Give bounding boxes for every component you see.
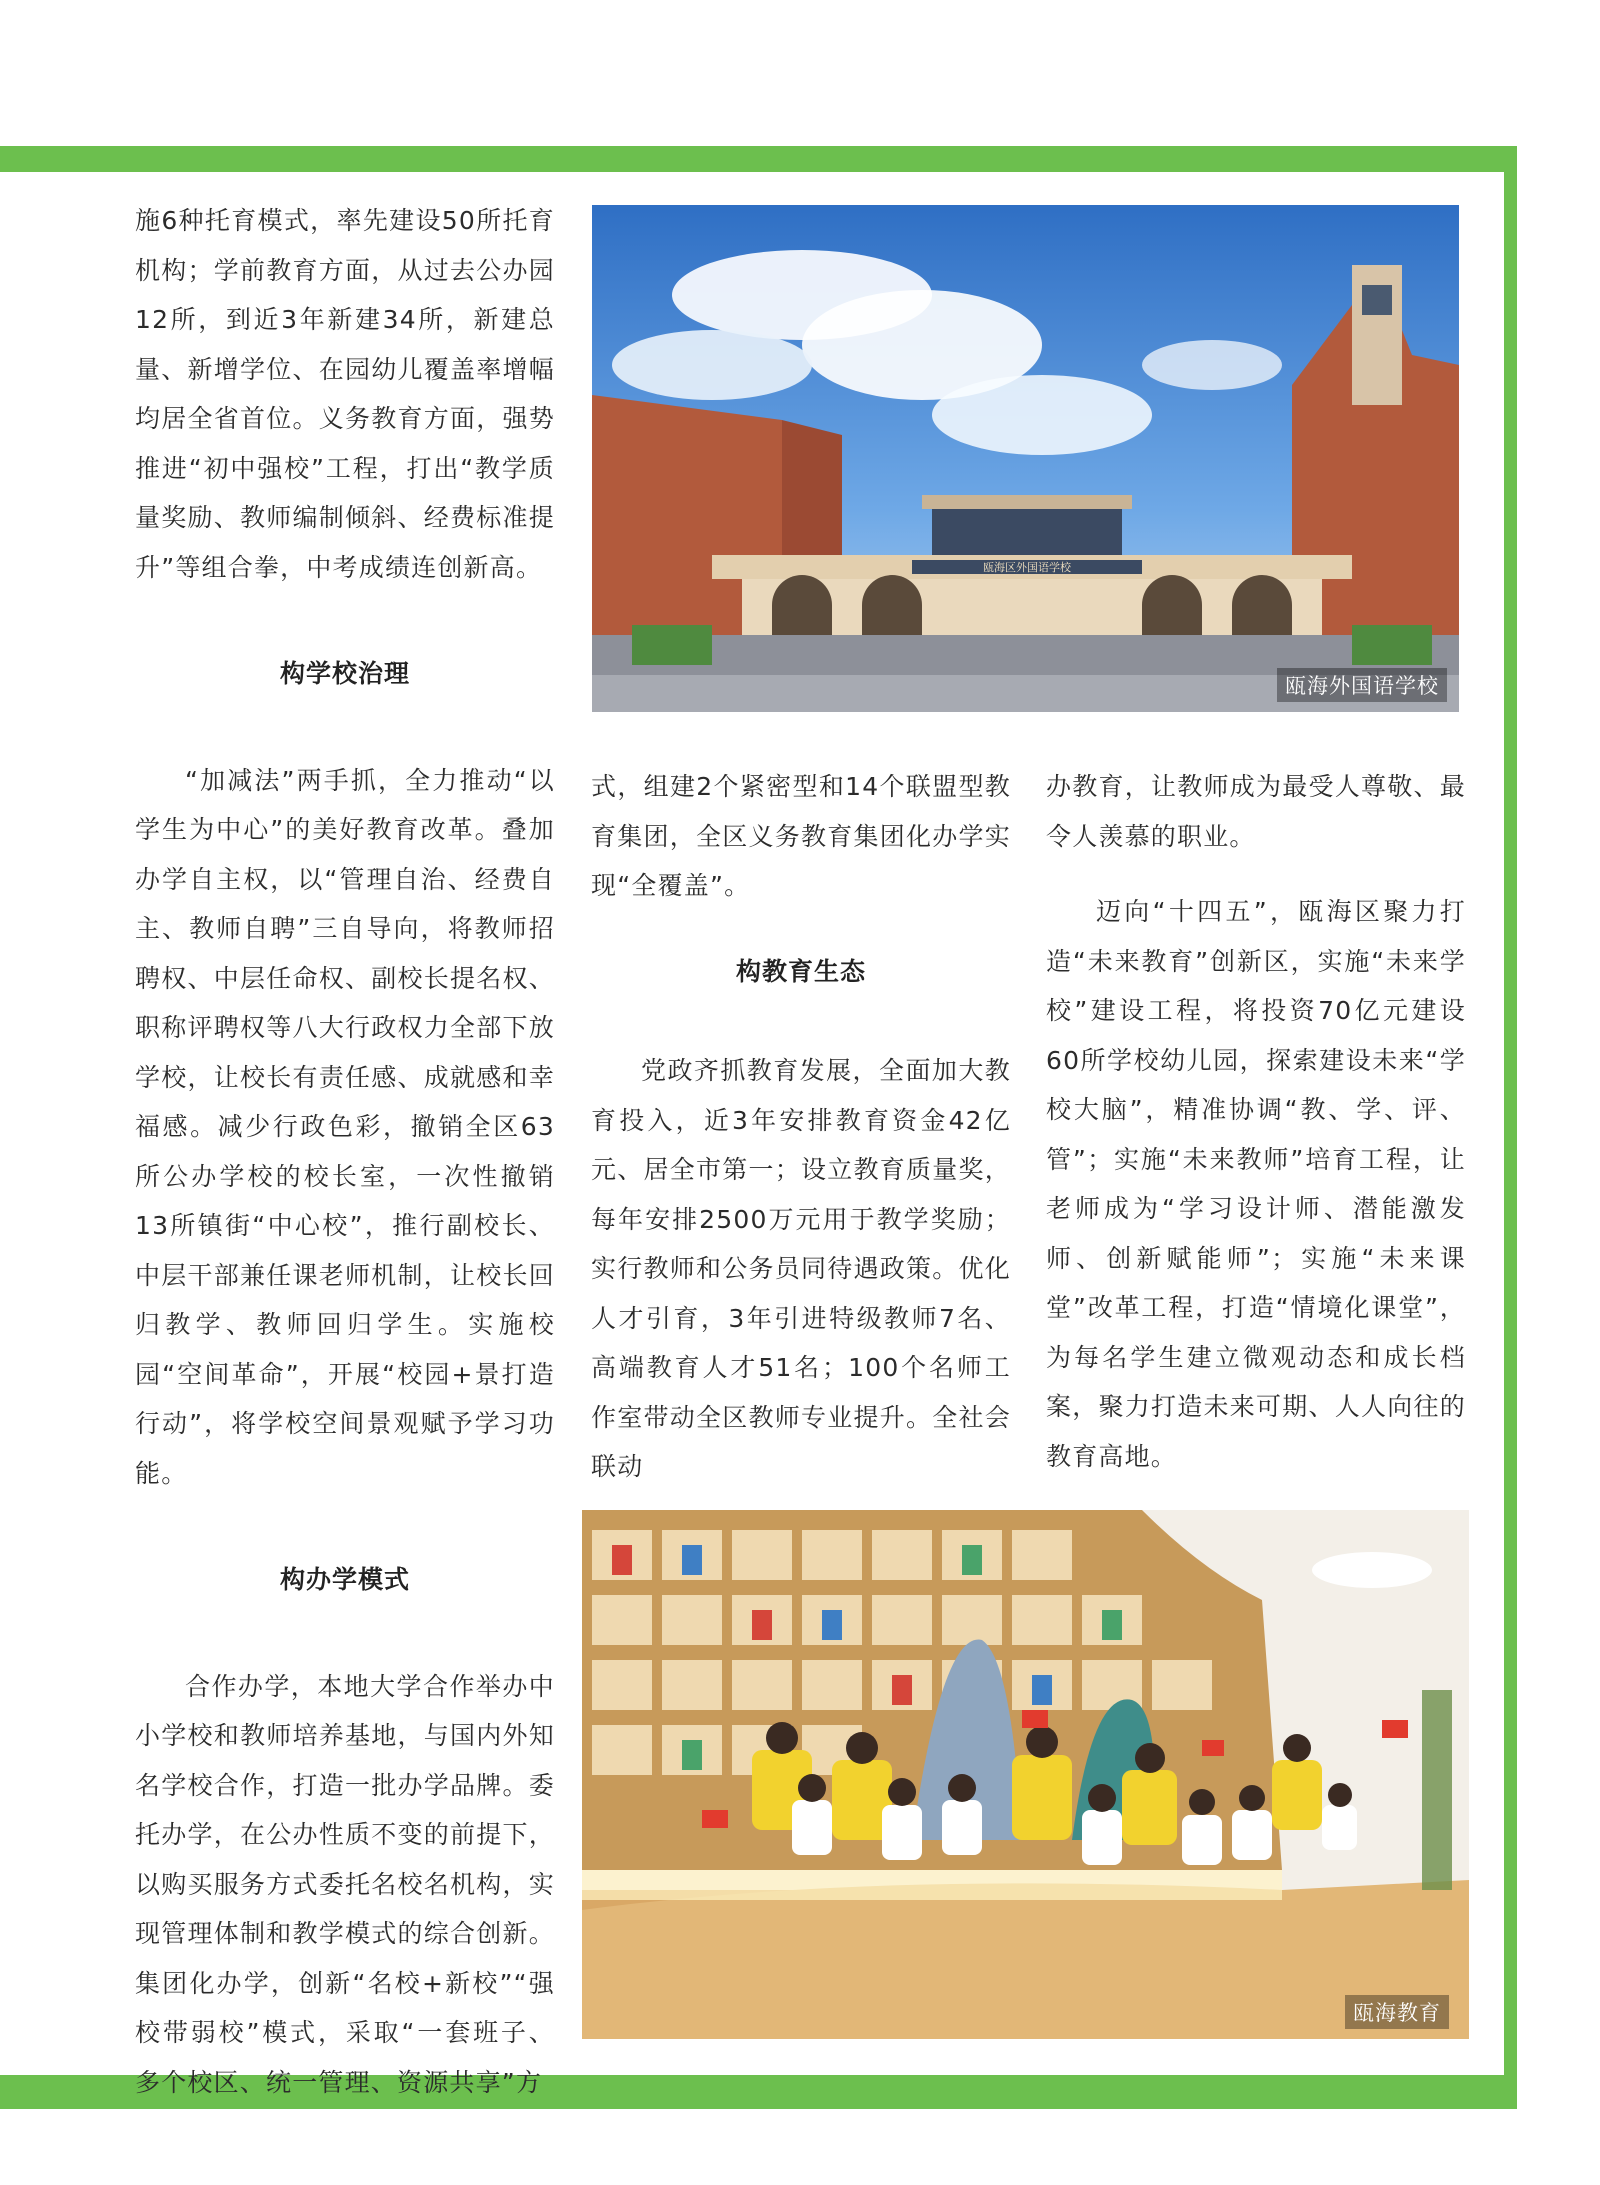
frame-top-bar bbox=[0, 146, 1517, 172]
library-photo-caption: 瓯海教育 bbox=[1345, 1995, 1449, 2029]
paragraph: “加减法”两手抓，全力推动“以学生为中心”的美好教育改革。叠加办学自主权，以“管理自治、经费自主、教师自聘”三自导向，将教师招聘权、中层任命权、副校长提名权、职称评聘权等八大行政权力全部下放学校，让校长有责任感、成就感和幸福感。减少行政色彩，撤销全区63所公办学校的校长室，一次性撤销13所镇街“中心校”，推行副校长、中层干部兼任课老师机制，让校长回归教学、教师回归学生。实施校园“空间革命”，开展“校园+景打造行动”，将学校空间景观赋予学习功能。 bbox=[135, 765, 555, 1488]
section-heading-governance: 构学校治理 bbox=[279, 659, 410, 688]
paragraph: 合作办学，本地大学合作举办中小学校和教师培养基地，与国内外知名学校合作，打造一批办学品牌。委托办学，在公办性质不变的前提下，以购买服务方式委托名校名机构，实现管理体制和教学模式的综合创新。集团化办学，创新“名校+新校”“强校带弱校”模式，采取“一套班子、多个校区、统一管理、资源共享”方 bbox=[135, 1671, 555, 2097]
library-illustration bbox=[582, 1510, 1469, 2039]
section-heading-school-mode: 构办学模式 bbox=[279, 1565, 410, 1594]
paragraph: 党政齐抓教育发展，全面加大教育投入，近3年安排教育资金42亿元、居全市第一；设立教育质量奖，每年安排2500万元用于教学奖励；实行教师和公务员同待遇政策。优化人才引育，3年引进特级教师7名、高端教育人才51名；100个名师工作室带动全区教师专业提升。全社会联动 bbox=[591, 1056, 1011, 1481]
article-column-1 bbox=[135, 196, 555, 2107]
paragraph: 式，组建2个紧密型和14个联盟型教育集团，全区义务教育集团化办学实现“全覆盖”。 bbox=[591, 772, 1011, 900]
school-sign-text: 瓯海区外国语学校 bbox=[983, 561, 1071, 574]
section-heading-ecology: 构教育生态 bbox=[735, 956, 866, 986]
article-column-3 bbox=[1046, 762, 1466, 1481]
school-photo-caption: 瓯海外国语学校 bbox=[1277, 668, 1447, 702]
paragraph: 迈向“十四五”，瓯海区聚力打造“未来教育”创新区，实施“未来学校”建设工程，将投资70亿元建设60所学校幼儿园，探索建设未来“学校大脑”，精准协调“教、学、评、管”；实施“未来教师”培育工程，让老师成为“学习设计师、潜能激发师、创新赋能师”；实施“未来课堂”改革工程，打造“情境化课堂”，为每名学生建立微观动态和成长档案，聚力打造未来可期、人人向往的教育高地。 bbox=[1046, 897, 1466, 1471]
frame-right-bar bbox=[1504, 146, 1517, 2109]
school-gate-photo bbox=[592, 205, 1459, 712]
paragraph: 施6种托育模式，率先建设50所托育机构；学前教育方面，从过去公办园12所，到近3年新建34所，新建总量、新增学位、在园幼儿覆盖率增幅均居全省首位。义务教育方面，强势推进“初中强校”工程，打出“教学质量奖励、教师编制倾斜、经费标准提升”等组合拳，中考成绩连创新高。 bbox=[135, 206, 555, 582]
kindergarten-library-photo bbox=[582, 1510, 1469, 2039]
paragraph: 办教育，让教师成为最受人尊敬、最令人羡慕的职业。 bbox=[1046, 772, 1466, 851]
school-gate-illustration bbox=[592, 205, 1459, 712]
article-column-2 bbox=[591, 762, 1011, 1492]
